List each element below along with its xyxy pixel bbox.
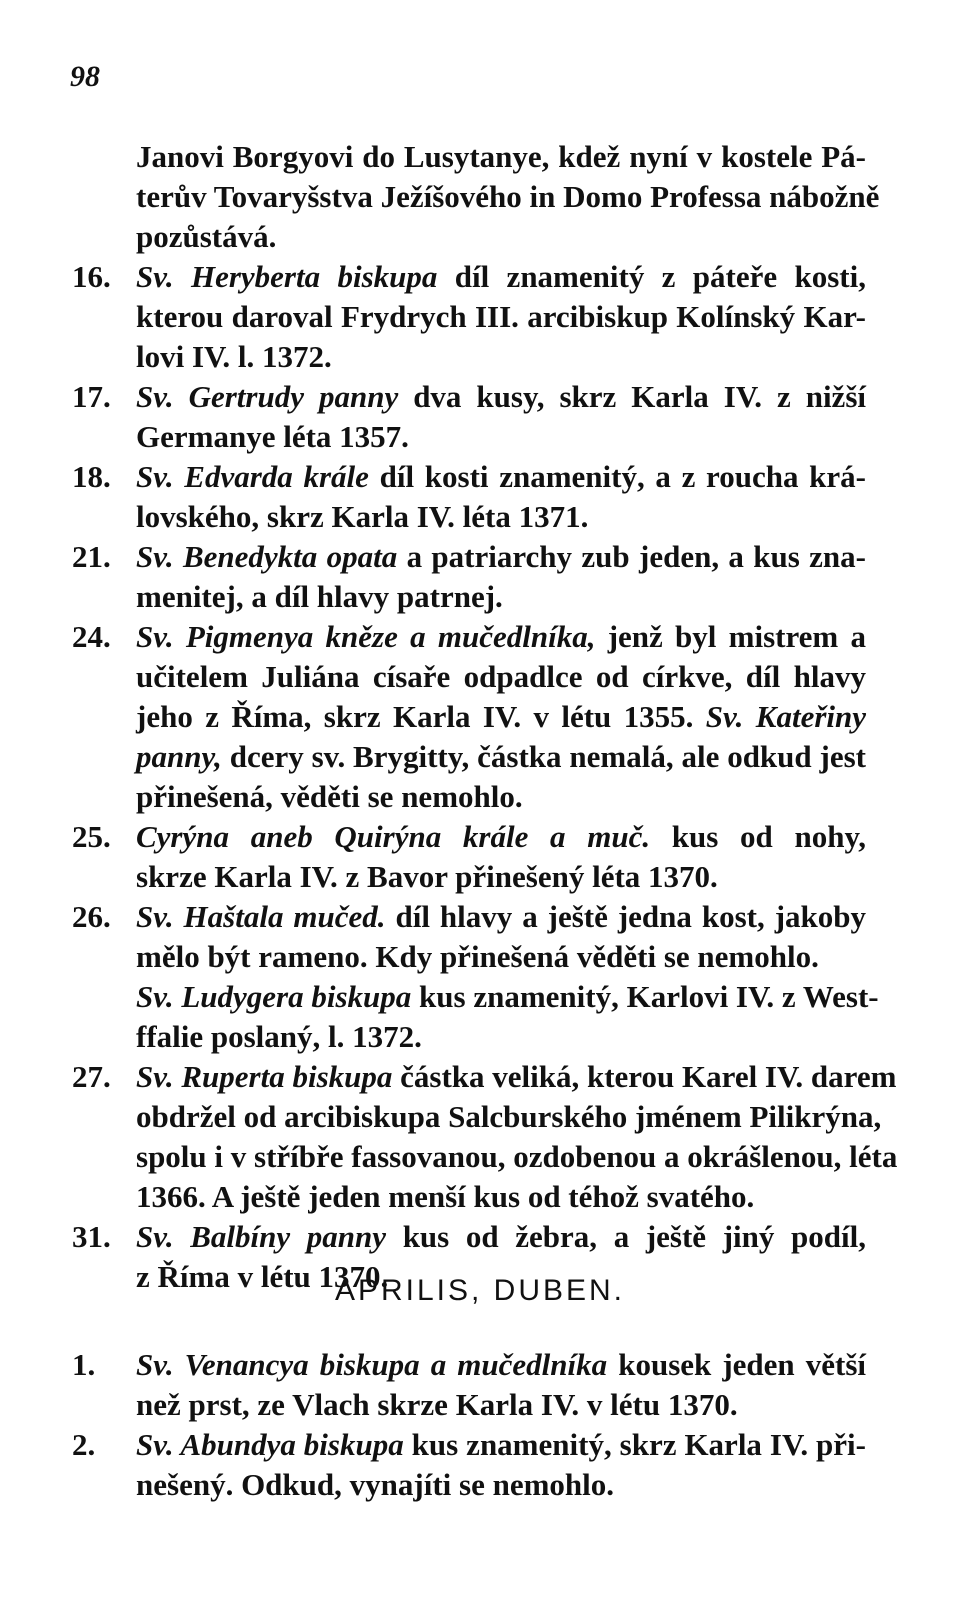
entry-number: 21. xyxy=(72,539,111,574)
italic-name: Sv. Heryberta biskupa xyxy=(136,259,438,294)
italic-name: Sv. Gertrudy panny xyxy=(136,379,399,414)
text-line xyxy=(136,1466,866,1504)
text-run: spolu i v stříbře fassovanou, ozdobenou a okrášlenou, léta xyxy=(136,1139,898,1174)
italic-name: Sv. Kateřiny xyxy=(705,699,867,734)
text-line xyxy=(136,1098,882,1136)
italic-name: Sv. Ludygera biskupa xyxy=(136,979,412,1014)
entry-number: 27. xyxy=(72,1059,111,1094)
text-line xyxy=(136,1218,866,1256)
text-run: kus od nohy, xyxy=(650,819,866,854)
text-line xyxy=(136,1018,866,1056)
text-line xyxy=(136,658,866,696)
text-line xyxy=(136,1058,897,1096)
text-line xyxy=(136,258,866,296)
text-run: nešený. Odkud, vynajíti se nemohlo. xyxy=(136,1467,615,1502)
text-run: pozůstává. xyxy=(136,219,277,254)
text-line xyxy=(136,898,866,936)
text-line xyxy=(136,858,866,896)
text-line xyxy=(136,538,866,576)
text-line xyxy=(136,818,866,856)
text-line xyxy=(136,138,866,176)
text-line xyxy=(136,378,866,416)
text-run: lovi IV. l. 1372. xyxy=(136,339,332,374)
text-run: z Říma v létu 1370. xyxy=(136,1259,389,1294)
italic-name: panny, xyxy=(136,739,222,774)
italic-name: Sv. Pigmenya kněze a mučedlníka, xyxy=(136,619,596,654)
text-run: jeho z Říma, skrz Karla IV. v létu 1355. xyxy=(136,699,706,734)
page-number: 98 xyxy=(70,60,100,93)
text-line xyxy=(136,498,866,536)
text-run: částka veliká, kterou Karel IV. darem xyxy=(392,1059,897,1094)
text-run: díl znamenitý z páteře kosti, xyxy=(437,259,866,294)
text-run: terův Tovaryšstva Ježíšového in Domo Professa nábožně xyxy=(136,179,880,214)
text-run: kus znamenitý, skrz Karla IV. při- xyxy=(403,1427,866,1462)
italic-name: Sv. Ruperta biskupa xyxy=(136,1059,393,1094)
text-line xyxy=(136,698,866,736)
text-line xyxy=(136,338,866,376)
entry-number: 25. xyxy=(72,819,111,854)
text-run: díl hlavy a ještě jedna kost, jakoby xyxy=(385,899,866,934)
text-run: dcery sv. Brygitty, částka nemalá, ale odkud jest xyxy=(221,739,866,774)
entry-number: 2. xyxy=(72,1427,96,1462)
italic-name: Sv. Haštala mučed. xyxy=(136,899,386,934)
entry-number: 16. xyxy=(72,259,111,294)
text-line xyxy=(136,1178,866,1216)
text-run: mělo být rameno. Kdy přinešená věděti se nemohlo. xyxy=(136,939,819,974)
text-line xyxy=(136,298,866,336)
text-run: lovského, skrz Karla IV. léta 1371. xyxy=(136,499,589,534)
text-run: obdržel od arcibiskupa Salcburského jménem Pilikrýna, xyxy=(136,1099,882,1134)
text-run: přinešená, věděti se nemohlo. xyxy=(136,779,523,814)
text-run: Germanye léta 1357. xyxy=(136,419,409,454)
text-run: 1366. A ještě jeden menší kus od téhož svatého. xyxy=(136,1179,755,1214)
text-run: ffalie poslaný, l. 1372. xyxy=(136,1019,422,1054)
section-heading: APRILIS, DUBEN. xyxy=(334,1274,626,1307)
text-run: kus od žebra, a ještě jiný podíl, xyxy=(386,1219,866,1254)
text-run: díl kosti znamenitý, a z roucha krá- xyxy=(368,459,866,494)
text-line xyxy=(136,1426,866,1464)
entry-number: 1. xyxy=(72,1347,96,1382)
text-line xyxy=(136,1386,866,1424)
text-run: jenž byl mistrem a xyxy=(595,619,867,654)
text-line xyxy=(136,618,866,656)
entry-number: 24. xyxy=(72,619,111,654)
entry-number: 18. xyxy=(72,459,111,494)
entry-number: 17. xyxy=(72,379,111,414)
text-run: učitelem Juliána císaře odpadlce od církve, díl hlavy xyxy=(136,659,866,694)
italic-name: Sv. Edvarda krále xyxy=(136,459,369,494)
text-line xyxy=(136,738,866,776)
entry-number: 26. xyxy=(72,899,111,934)
text-line xyxy=(136,1346,866,1384)
text-line xyxy=(136,938,866,976)
italic-name: Cyrýna aneb Quirýna krále a muč. xyxy=(136,819,651,854)
text-line xyxy=(136,218,866,256)
text-line xyxy=(136,458,866,496)
text-run: než prst, ze Vlach skrze Karla IV. v létu 1370. xyxy=(136,1387,738,1422)
text-run: kousek jeden větší xyxy=(607,1347,866,1382)
text-line xyxy=(136,978,879,1016)
text-line xyxy=(136,418,866,456)
text-line xyxy=(136,778,866,816)
text-line xyxy=(136,1138,898,1176)
text-run: a patriarchy zub jeden, a kus zna- xyxy=(397,539,866,574)
entry-number: 31. xyxy=(72,1219,111,1254)
text-run: kus znamenitý, Karlovi IV. z West- xyxy=(411,979,879,1014)
italic-name: Sv. Venancya biskupa a mučedlníka xyxy=(136,1347,608,1382)
text-run: kterou daroval Frydrych III. arcibiskup Kolínský Kar- xyxy=(136,299,866,334)
text-run: menitej, a díl hlavy patrnej. xyxy=(136,579,503,614)
text-run: skrze Karla IV. z Bavor přinešený léta 1370. xyxy=(136,859,718,894)
text-run: Janovi Borgyovi do Lusytanye, kdež nyní v kostele Pá- xyxy=(136,139,866,174)
italic-name: Sv. Abundya biskupa xyxy=(136,1427,404,1462)
italic-name: Sv. Benedykta opata xyxy=(136,539,398,574)
text-line xyxy=(136,578,866,616)
text-run: dva kusy, skrz Karla IV. z nižší xyxy=(398,379,866,414)
italic-name: Sv. Balbíny panny xyxy=(136,1219,387,1254)
text-line xyxy=(136,178,880,216)
